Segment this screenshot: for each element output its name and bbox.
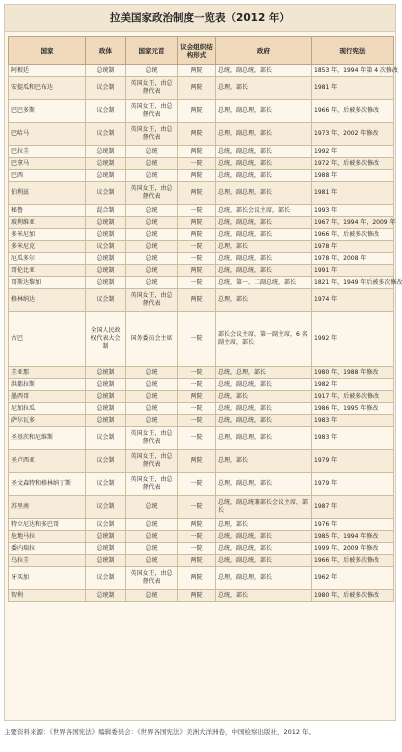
cell-parliament: 一院 [178,543,216,555]
table-row [9,265,394,277]
table-row [9,473,394,496]
table-row [9,555,394,567]
cell-government: 总统，总理，部长 [216,367,312,379]
cell-head-of-state: 总统 [126,590,178,602]
cell-head-of-state: 总统 [126,496,178,519]
cell-constitution: 1966 年，后被多次修改 [312,100,394,123]
cell-government: 总理，副总理，部长 [216,567,312,590]
cell-government: 总统，部长会议主席，部长 [216,205,312,217]
table-row [9,182,394,205]
cell-government: 总统，副总统，部长 [216,170,312,182]
cell-constitution: 1992 年 [312,146,394,158]
cell-parliament: 两院 [178,65,216,77]
cell-constitution: 1979 年 [312,473,394,496]
table-row [9,519,394,531]
header-parliament: 议会组织结构形式 [178,37,216,65]
cell-regime: 议会制 [86,496,126,519]
table-row [9,277,394,289]
cell-regime: 总统制 [86,170,126,182]
table-row [9,158,394,170]
cell-regime: 总统制 [86,158,126,170]
cell-government: 总统，副总统，部长 [216,229,312,241]
table-row [9,450,394,473]
cell-constitution: 1983 年 [312,427,394,450]
source-note: 主要资料来源：《世界各国宪法》编辑委员会：《世界各国宪法》美洲大洋洲卷，中国检察出版社，2012 年。 [4,728,316,736]
cell-regime: 总统制 [86,253,126,265]
table-panel [4,4,402,721]
header-head-of-state: 国家元首 [126,37,178,65]
cell-government: 总理，副总理，部长 [216,182,312,205]
cell-constitution: 1973 年，2002 年修改 [312,123,394,146]
cell-country: 危地马拉 [9,531,86,543]
cell-government: 总统，副总统，部长 [216,543,312,555]
table-row [9,170,394,182]
cell-head-of-state: 英国女王，由总督代表 [126,77,178,100]
cell-regime: 议会制 [86,182,126,205]
cell-country: 巴西 [9,170,86,182]
cell-country: 哥斯达黎加 [9,277,86,289]
cell-government: 总理，副总理，部长 [216,427,312,450]
cell-parliament: 一院 [178,312,216,367]
cell-government: 总理，部长 [216,289,312,312]
cell-parliament: 两院 [178,229,216,241]
cell-parliament: 两院 [178,265,216,277]
cell-government: 总理，副总理，部长 [216,100,312,123]
cell-regime: 总统制 [86,403,126,415]
cell-country: 巴哈马 [9,123,86,146]
cell-regime: 总统制 [86,65,126,77]
cell-country: 委内瑞拉 [9,543,86,555]
cell-government: 总统，副总统，部长 [216,217,312,229]
cell-country: 圣基茨和尼维斯 [9,427,86,450]
table-row [9,427,394,450]
cell-parliament: 一院 [178,403,216,415]
cell-parliament: 一院 [178,427,216,450]
table-row [9,367,394,379]
header-government: 政府 [216,37,312,65]
cell-government: 总理，部长 [216,241,312,253]
cell-regime: 混合制 [86,205,126,217]
cell-government: 总理，副总理，部长 [216,473,312,496]
cell-government: 总统，副总统，部长 [216,531,312,543]
cell-constitution: 1981 年 [312,77,394,100]
cell-regime: 总统制 [86,543,126,555]
cell-regime: 议会制 [86,450,126,473]
cell-regime: 议会制 [86,241,126,253]
cell-regime: 总统制 [86,146,126,158]
cell-regime: 总统制 [86,590,126,602]
cell-parliament: 一院 [178,367,216,379]
cell-head-of-state: 总统 [126,229,178,241]
cell-constitution: 1992 年 [312,312,394,367]
cell-head-of-state: 总统 [126,555,178,567]
cell-country: 玻利维亚 [9,217,86,229]
cell-regime: 总统制 [86,367,126,379]
cell-country: 阿根廷 [9,65,86,77]
cell-country: 多米尼加 [9,229,86,241]
cell-regime: 议会制 [86,123,126,146]
cell-regime: 总统制 [86,415,126,427]
cell-government: 总统，第一、二副总统，部长 [216,277,312,289]
cell-government: 总统，副总统，部长 [216,379,312,391]
cell-country: 伯利兹 [9,182,86,205]
cell-head-of-state: 总统 [126,277,178,289]
cell-head-of-state: 总统 [126,205,178,217]
cell-constitution: 1917 年，后被多次修改 [312,391,394,403]
cell-constitution: 1967 年，1994 年，2009 年 [312,217,394,229]
cell-regime: 总统制 [86,531,126,543]
cell-government: 总统，副总统，部长 [216,158,312,170]
cell-regime: 议会制 [86,100,126,123]
cell-parliament: 两院 [178,450,216,473]
cell-parliament: 一院 [178,531,216,543]
cell-parliament: 两院 [178,182,216,205]
cell-government: 总统，副总统，部长 [216,146,312,158]
cell-country: 智利 [9,590,86,602]
cell-parliament: 两院 [178,100,216,123]
table-row [9,415,394,427]
cell-regime: 议会制 [86,473,126,496]
cell-parliament: 两院 [178,123,216,146]
cell-head-of-state: 总统 [126,531,178,543]
cell-head-of-state: 总统 [126,415,178,427]
cell-government: 总统，副总统，部长 [216,65,312,77]
table-row [9,289,394,312]
cell-country: 圭亚那 [9,367,86,379]
table-row [9,77,394,100]
cell-country: 古巴 [9,312,86,367]
cell-regime: 总统制 [86,277,126,289]
cell-parliament: 一院 [178,277,216,289]
cell-country: 特立尼达和多巴哥 [9,519,86,531]
politics-table [8,36,402,602]
cell-head-of-state: 总统 [126,403,178,415]
table-row [9,205,394,217]
cell-head-of-state: 总统 [126,217,178,229]
cell-constitution: 1979 年 [312,450,394,473]
cell-parliament: 两院 [178,146,216,158]
cell-government: 部长会议主席，第一副主席，6 名副主席，部长 [216,312,312,367]
cell-parliament: 两院 [178,590,216,602]
cell-head-of-state: 总统 [126,543,178,555]
cell-constitution: 1978 年 [312,241,394,253]
header-constitution: 现行宪法 [312,37,394,65]
table-title: 拉美国家政治制度一览表（2012 年） [5,5,395,32]
table-row [9,241,394,253]
cell-country: 墨西哥 [9,391,86,403]
table-body [9,65,402,602]
cell-government: 总理，部长 [216,77,312,100]
cell-parliament: 两院 [178,567,216,590]
cell-government: 总统，部长 [216,590,312,602]
cell-constitution: 1976 年 [312,519,394,531]
table-row [9,379,394,391]
table-row [9,403,394,415]
table-row [9,253,394,265]
cell-head-of-state: 英国女王，由总督代表 [126,473,178,496]
table-row [9,312,394,367]
cell-head-of-state: 总统 [126,391,178,403]
cell-parliament: 两院 [178,555,216,567]
cell-country: 乌拉圭 [9,555,86,567]
header-row [9,37,394,65]
cell-regime: 总统制 [86,555,126,567]
cell-head-of-state: 总统 [126,65,178,77]
cell-parliament: 一院 [178,415,216,427]
cell-constitution: 1981 年 [312,182,394,205]
cell-head-of-state: 总统 [126,367,178,379]
cell-parliament: 一院 [178,379,216,391]
cell-parliament: 一院 [178,158,216,170]
cell-regime: 总统制 [86,265,126,277]
cell-constitution: 1821 年，1949 年后被多次修改 [312,277,394,289]
table-row [9,590,394,602]
table-row [9,567,394,590]
cell-country: 多米尼克 [9,241,86,253]
cell-parliament: 一院 [178,496,216,519]
cell-government: 总统，副总统，部长 [216,253,312,265]
cell-government: 总理，部长 [216,450,312,473]
cell-constitution: 1988 年 [312,170,394,182]
table-row [9,123,394,146]
cell-regime: 议会制 [86,519,126,531]
cell-regime: 全国人民政权代表大会制 [86,312,126,367]
cell-head-of-state: 总统 [126,170,178,182]
header-regime: 政体 [86,37,126,65]
cell-head-of-state: 总统 [126,265,178,277]
cell-country: 哥伦比亚 [9,265,86,277]
cell-government: 总理，副总理，部长 [216,123,312,146]
cell-constitution: 1983 年 [312,415,394,427]
cell-parliament: 两院 [178,519,216,531]
table-row [9,146,394,158]
cell-parliament: 两院 [178,217,216,229]
cell-head-of-state: 总统 [126,241,178,253]
cell-regime: 议会制 [86,427,126,450]
cell-head-of-state: 总统 [126,519,178,531]
table-row [9,496,394,519]
cell-country: 苏里南 [9,496,86,519]
cell-constitution: 1853 年，1994 年第 4 次修改 [312,65,394,77]
cell-head-of-state: 总统 [126,158,178,170]
table-row [9,543,394,555]
cell-head-of-state: 英国女王，由总督代表 [126,100,178,123]
cell-country: 巴巴多斯 [9,100,86,123]
cell-head-of-state: 英国女王，由总督代表 [126,450,178,473]
cell-constitution: 1987 年 [312,496,394,519]
cell-head-of-state: 英国女王，由总督代表 [126,427,178,450]
cell-constitution: 1982 年 [312,379,394,391]
cell-regime: 总统制 [86,379,126,391]
table-row [9,229,394,241]
cell-regime: 总统制 [86,391,126,403]
cell-head-of-state: 总统 [126,379,178,391]
cell-country: 巴拿马 [9,158,86,170]
cell-country: 安提瓜和巴布达 [9,77,86,100]
cell-country: 圣文森特和格林纳丁斯 [9,473,86,496]
cell-constitution: 1962 年 [312,567,394,590]
cell-parliament: 两院 [178,391,216,403]
cell-parliament: 一院 [178,205,216,217]
cell-constitution: 1974 年 [312,289,394,312]
cell-government: 总统，副总统，部长 [216,265,312,277]
cell-head-of-state: 英国女王，由总督代表 [126,182,178,205]
cell-constitution: 1991 年 [312,265,394,277]
cell-regime: 总统制 [86,229,126,241]
cell-country: 洪都拉斯 [9,379,86,391]
cell-government: 总理，部长 [216,519,312,531]
cell-head-of-state: 总统 [126,146,178,158]
cell-parliament: 一院 [178,241,216,253]
cell-head-of-state: 英国女王，由总督代表 [126,123,178,146]
cell-country: 格林纳达 [9,289,86,312]
cell-government: 总统，副总统，部长 [216,403,312,415]
cell-government: 总统，副总统兼部长会议主席，部长 [216,496,312,519]
cell-head-of-state: 国务委员会主席 [126,312,178,367]
cell-country: 尼加拉瓜 [9,403,86,415]
cell-government: 总统，部长 [216,391,312,403]
cell-parliament: 一院 [178,473,216,496]
cell-regime: 议会制 [86,77,126,100]
cell-constitution: 1980 年，1988 年修改 [312,367,394,379]
cell-regime: 议会制 [86,289,126,312]
cell-constitution: 1978 年，2008 年 [312,253,394,265]
table-row [9,65,394,77]
table-row [9,100,394,123]
cell-parliament: 两院 [178,77,216,100]
cell-constitution: 1966 年，后被多次修改 [312,555,394,567]
table-row [9,531,394,543]
cell-head-of-state: 英国女王，由总督代表 [126,567,178,590]
cell-regime: 总统制 [86,217,126,229]
cell-parliament: 两院 [178,289,216,312]
cell-country: 圣卢西亚 [9,450,86,473]
cell-country: 厄瓜多尔 [9,253,86,265]
cell-country: 萨尔瓦多 [9,415,86,427]
cell-government: 总统，副总统，部长 [216,555,312,567]
cell-constitution: 1999 年，2009 年修改 [312,543,394,555]
cell-constitution: 1972 年，后被多次修改 [312,158,394,170]
cell-country: 秘鲁 [9,205,86,217]
cell-head-of-state: 英国女王，由总督代表 [126,289,178,312]
cell-constitution: 1966 年，后被多次修改 [312,229,394,241]
cell-regime: 议会制 [86,567,126,590]
cell-country: 牙买加 [9,567,86,590]
cell-constitution: 1985 年，1994 年修改 [312,531,394,543]
table-row [9,391,394,403]
cell-government: 总统，副总统，部长 [216,415,312,427]
cell-constitution: 1993 年 [312,205,394,217]
header-country: 国家 [9,37,86,65]
cell-parliament: 两院 [178,170,216,182]
cell-constitution: 1980 年，后被多次修改 [312,590,394,602]
cell-parliament: 一院 [178,253,216,265]
cell-country: 巴拉圭 [9,146,86,158]
cell-constitution: 1986 年，1995 年修改 [312,403,394,415]
table-row [9,217,394,229]
cell-head-of-state: 总统 [126,253,178,265]
